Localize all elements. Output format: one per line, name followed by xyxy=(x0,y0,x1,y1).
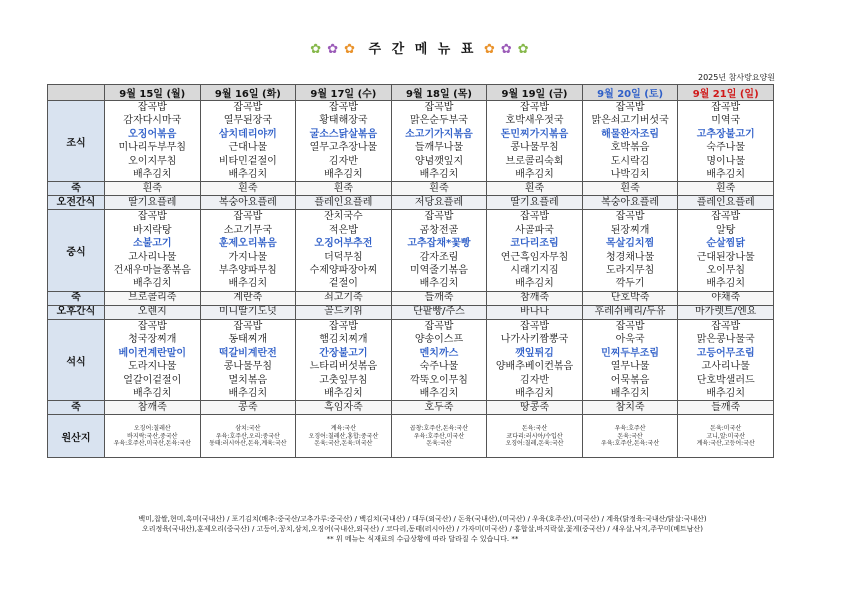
menu-item: 멸치볶음 xyxy=(228,374,268,386)
menu-item: 훈제오리볶음 xyxy=(218,238,277,250)
origin-line: 우육:호주산 xyxy=(614,425,646,433)
origin-cell xyxy=(200,415,296,458)
menu-item: 오징어볶음 xyxy=(128,128,177,140)
morning-snack-label: 오전간식 xyxy=(48,196,105,210)
menu-item: 잡곡밥 xyxy=(711,102,741,113)
menu-item: 해물완자조림 xyxy=(601,128,660,140)
menu-item: 오이무침 xyxy=(706,265,745,277)
menu-item: 배추김치 xyxy=(228,169,268,181)
page-title: 주 간 메 뉴 표 xyxy=(368,42,477,57)
day-header-sunday: 9월 21일 (일) xyxy=(678,85,774,101)
lunch-porridge-value: 참깨죽 xyxy=(487,291,583,305)
menu-item: 잡곡밥 xyxy=(137,320,167,332)
menu-item: 배추김치 xyxy=(515,387,554,399)
afternoon-snack-value: 골드키위 xyxy=(296,305,392,319)
menu-item: 감자다시마국 xyxy=(123,115,182,127)
origin-line: 오징어:칠레산,홍합:중국산 xyxy=(308,432,379,440)
menu-item: 삼치데리야끼 xyxy=(218,128,277,140)
lunch-porridge-value: 들깨죽 xyxy=(391,291,487,305)
menu-item: 알탕 xyxy=(716,224,736,236)
menu-item: 깻잎튀김 xyxy=(515,347,554,359)
menu-item: 잡곡밥 xyxy=(520,320,550,332)
menu-item: 배추김치 xyxy=(132,387,172,399)
menu-item: 잡곡밥 xyxy=(711,320,741,332)
menu-item: 잡곡밥 xyxy=(137,211,167,223)
menu-item: 소고기무국 xyxy=(223,224,272,236)
origin-line: 돈육:국산 xyxy=(617,432,643,440)
origin-line: 우육:호주산,미국산,돈육:국산 xyxy=(113,440,191,448)
menu-item: 잡곡밥 xyxy=(233,211,263,223)
menu-item: 부추양파무침 xyxy=(218,265,277,277)
menu-item: 간장불고기 xyxy=(319,347,368,359)
lunch-porridge-value: 계란죽 xyxy=(200,291,296,305)
menu-item: 얼갈이겉절이 xyxy=(123,374,182,386)
menu-item: 바지락탕 xyxy=(132,224,172,236)
dinner-day-cell xyxy=(582,319,678,400)
lunch-day-cell xyxy=(200,210,296,291)
menu-item: 황태해장국 xyxy=(319,115,368,127)
morning-porridge-value: 흰죽 xyxy=(296,182,392,196)
menu-item: 양념깻잎지 xyxy=(414,155,464,167)
menu-item: 잡곡밥 xyxy=(520,211,550,223)
menu-item: 잡곡밥 xyxy=(615,320,645,332)
menu-item: 맑은순두부국 xyxy=(409,115,468,127)
menu-item: 근대나물 xyxy=(228,142,268,154)
menu-item: 숙주나물 xyxy=(706,142,745,154)
menu-item: 콩나물무침 xyxy=(510,142,559,154)
menu-item: 곰창전골 xyxy=(419,224,459,236)
menu-item: 잡곡밥 xyxy=(424,211,454,223)
menu-item: 도라지무침 xyxy=(605,265,655,277)
menu-item: 코다리조림 xyxy=(510,238,559,250)
afternoon-snack-value: 단팥빵/주스 xyxy=(391,305,487,319)
menu-item: 나박김치 xyxy=(610,169,650,181)
dinner-porridge-value: 콩죽 xyxy=(200,401,296,415)
dinner-day-cell xyxy=(391,319,487,400)
menu-item: 고추장불고기 xyxy=(696,128,755,140)
menu-item: 잔치국수 xyxy=(324,211,363,223)
menu-item: 적은밥 xyxy=(328,224,358,236)
menu-item: 청국장찌개 xyxy=(128,334,177,346)
menu-item: 배추김치 xyxy=(228,387,268,399)
menu-item: 들깨무나물 xyxy=(414,142,464,154)
breakfast-day-cell xyxy=(105,101,201,182)
menu-item: 소고기가지볶음 xyxy=(405,128,473,140)
menu-item: 돈민찌가지볶음 xyxy=(500,128,569,140)
menu-item: 고사리나물 xyxy=(128,251,177,263)
menu-item: 잡곡밥 xyxy=(328,320,358,332)
origin-line: 계육:국산 xyxy=(330,425,357,433)
menu-item: 비타민겉절이 xyxy=(218,155,277,167)
morning-snack-value: 복숭아요플레 xyxy=(200,196,296,210)
menu-item: 동태찌개 xyxy=(228,334,268,346)
menu-item: 된장찌개 xyxy=(610,224,650,236)
dinner-porridge-value: 들깨죽 xyxy=(678,401,774,415)
menu-item: 아욱국 xyxy=(615,334,645,346)
origin-cell xyxy=(582,415,678,458)
menu-item: 겉절이 xyxy=(328,278,358,290)
dinner-day-cell xyxy=(105,319,201,400)
dinner-porridge-value: 참깨죽 xyxy=(105,401,201,415)
menu-item: 오징어부추전 xyxy=(314,238,373,250)
menu-item: 배추김치 xyxy=(515,278,554,290)
menu-item: 호박볶음 xyxy=(610,142,650,154)
menu-item: 단호박샐러드 xyxy=(696,374,755,386)
menu-item: 수제양파장아찌 xyxy=(309,265,378,277)
origin-line: 고니,알:미국산 xyxy=(706,432,746,440)
menu-item: 미역국 xyxy=(711,115,741,127)
morning-snack-value: 플레인요플레 xyxy=(296,196,392,210)
morning-porridge-value: 흰죽 xyxy=(582,182,678,196)
menu-item: 사골파국 xyxy=(515,224,554,236)
menu-item: 연근흑임자무침 xyxy=(500,251,569,263)
origin-line: 우육:호주산,돈육:국산 xyxy=(601,440,660,448)
menu-item: 도라지나물 xyxy=(128,361,177,373)
origin-line: 동태:러시아산,돈육,계육:국산 xyxy=(209,440,287,448)
menu-item: 순살찜닭 xyxy=(706,238,745,250)
morning-porridge-value: 흰죽 xyxy=(391,182,487,196)
menu-item: 배추김치 xyxy=(706,278,745,290)
menu-item: 잡곡밥 xyxy=(520,102,550,113)
afternoon-snack-label: 오후간식 xyxy=(48,305,105,319)
menu-item: 배추김치 xyxy=(515,169,554,181)
dinner-day-cell xyxy=(296,319,392,400)
morning-snack-value: 딸기요플레 xyxy=(487,196,583,210)
menu-item: 맑은콩나물국 xyxy=(696,334,755,346)
morning-porridge-value: 흰죽 xyxy=(487,182,583,196)
lunch-porridge-label: 죽 xyxy=(48,291,105,305)
menu-item: 깍뚝오이무침 xyxy=(409,374,468,386)
day-header: 9월 18일 (목) xyxy=(391,85,487,101)
dinner-porridge-value: 흑임자죽 xyxy=(296,401,392,415)
origin-line: 삼치:국산 xyxy=(235,425,261,433)
breakfast-label: 조식 xyxy=(48,101,105,182)
menu-item: 민찌두부조림 xyxy=(601,347,660,359)
origin-cell xyxy=(391,415,487,458)
origin-line: 코다리:러시아/수입산 xyxy=(506,432,563,440)
lunch-day-cell xyxy=(582,210,678,291)
menu-item: 김자반 xyxy=(328,155,358,167)
lunch-porridge-value: 단호박죽 xyxy=(582,291,678,305)
menu-item: 배추김치 xyxy=(132,169,172,181)
menu-item: 배추김치 xyxy=(132,278,172,290)
menu-item: 배추김치 xyxy=(419,169,459,181)
breakfast-day-cell xyxy=(200,101,296,182)
menu-item: 잡곡밥 xyxy=(424,320,454,332)
day-header: 9월 19일 (금) xyxy=(487,85,583,101)
menu-item: 열무나물 xyxy=(610,361,650,373)
dinner-porridge-value: 참치죽 xyxy=(582,401,678,415)
menu-item: 소불고기 xyxy=(132,238,172,250)
day-header-row xyxy=(48,85,774,101)
origin-line: 돈육:국산 xyxy=(426,440,452,448)
menu-item: 배추김치 xyxy=(706,387,745,399)
morning-porridge-value: 흰죽 xyxy=(105,182,201,196)
dinner-porridge-value: 호두죽 xyxy=(391,401,487,415)
note-line: 오리정육(국내산),훈제오리(중국산) / 고등어,꽁치,삼치,오징어(국내산,외국산) / 코다리,동태(러시아산) / 가자미(미국산) / 홍합살,바지락살,꽃게(중국산) / 새우살,낙지,주꾸미(베트남산) xyxy=(141,525,704,533)
menu-item: 가지나물 xyxy=(228,251,268,263)
breakfast-day-cell xyxy=(391,101,487,182)
lunch-day-cell xyxy=(487,210,583,291)
lunch-porridge-value: 야채죽 xyxy=(678,291,774,305)
weekly-menu-table xyxy=(47,84,774,458)
dinner-porridge-label: 죽 xyxy=(48,401,105,415)
menu-item: 열무된장국 xyxy=(223,115,272,127)
origin-cell xyxy=(487,415,583,458)
lunch-row xyxy=(48,210,774,291)
menu-item: 청경채나물 xyxy=(605,251,655,263)
menu-item: 시래기지짐 xyxy=(510,265,559,277)
origin-cell xyxy=(678,415,774,458)
flower-decoration-right-icon: ✿✿✿ xyxy=(483,42,535,57)
breakfast-row xyxy=(48,101,774,182)
menu-item: 근대된장나물 xyxy=(696,251,755,263)
menu-item: 목살김치찜 xyxy=(605,238,655,250)
origin-line: 우육:호주산,미국산 xyxy=(413,432,465,440)
menu-item: 감자조림 xyxy=(419,251,459,263)
notes-section xyxy=(0,514,845,544)
morning-porridge-row xyxy=(48,182,774,196)
morning-snack-value: 저당요플레 xyxy=(391,196,487,210)
menu-item: 깍두기 xyxy=(615,278,645,290)
lunch-day-cell xyxy=(105,210,201,291)
morning-snack-value: 복숭아요플레 xyxy=(582,196,678,210)
menu-item: 잡곡밥 xyxy=(424,102,454,113)
flower-decoration-left-icon: ✿✿✿ xyxy=(310,42,362,57)
menu-item: 잡곡밥 xyxy=(615,102,645,113)
origin-line: 곱창:호주산,돈육:국산 xyxy=(409,425,469,433)
origin-line: 우육:호주산,오리:중국산 xyxy=(215,432,280,440)
menu-item: 브로콜리숙회 xyxy=(505,155,564,167)
menu-item: 오이지무침 xyxy=(128,155,177,167)
menu-item: 도시락김 xyxy=(610,155,650,167)
menu-item: 어묵볶음 xyxy=(610,374,650,386)
menu-item: 배추김치 xyxy=(419,278,459,290)
lunch-label: 중식 xyxy=(48,210,105,291)
dinner-porridge-row xyxy=(48,401,774,415)
menu-item: 배추김치 xyxy=(419,387,459,399)
breakfast-day-cell xyxy=(582,101,678,182)
dinner-label: 석식 xyxy=(48,319,105,400)
lunch-porridge-value: 쇠고기죽 xyxy=(296,291,392,305)
morning-porridge-label: 죽 xyxy=(48,182,105,196)
dinner-porridge-value: 땅콩죽 xyxy=(487,401,583,415)
origin-cell xyxy=(105,415,201,458)
menu-item: 잡곡밥 xyxy=(137,102,167,113)
menu-item: 고추잡채*꽃빵 xyxy=(407,238,471,250)
dinner-day-cell xyxy=(678,319,774,400)
day-header: 9월 15일 (월) xyxy=(105,85,201,101)
corner-cell xyxy=(48,85,105,101)
origin-label: 원산지 xyxy=(48,415,105,458)
menu-item: 배추김치 xyxy=(228,278,268,290)
lunch-porridge-row xyxy=(48,291,774,305)
afternoon-snack-value: 오렌지 xyxy=(105,305,201,319)
menu-title-row xyxy=(0,38,845,57)
dinner-day-cell xyxy=(487,319,583,400)
breakfast-day-cell xyxy=(487,101,583,182)
menu-item: 베이컨계란말이 xyxy=(118,347,187,359)
menu-item: 배추김치 xyxy=(324,169,363,181)
day-header-saturday: 9월 20일 (토) xyxy=(582,85,678,101)
menu-item: 콩나물무침 xyxy=(223,361,272,373)
menu-item: 더덕무침 xyxy=(324,251,363,263)
origin-line: 오징어:칠레산 xyxy=(133,425,171,433)
afternoon-snack-value: 마가렛트/엔요 xyxy=(678,305,774,319)
morning-porridge-value: 흰죽 xyxy=(678,182,774,196)
lunch-day-cell xyxy=(678,210,774,291)
menu-item: 명이나물 xyxy=(706,155,745,167)
lunch-porridge-value: 브로콜리죽 xyxy=(105,291,201,305)
origin-line: 돈육:국산,돈육:미국산 xyxy=(314,440,373,448)
menu-item: 잡곡밥 xyxy=(615,211,645,223)
note-line: ** 위 메뉴는 식재료의 수급상황에 따라 달라질 수 있습니다. ** xyxy=(326,535,519,543)
menu-item: 김자반 xyxy=(520,374,550,386)
menu-item: 숙주나물 xyxy=(419,361,459,373)
menu-item: 양배추베이컨볶음 xyxy=(495,361,574,373)
menu-item: 멘치까스 xyxy=(419,347,459,359)
menu-item: 굴소스닭살볶음 xyxy=(309,128,378,140)
menu-item: 고등어무조림 xyxy=(696,347,755,359)
menu-item: 고춧잎무침 xyxy=(319,374,368,386)
breakfast-day-cell xyxy=(678,101,774,182)
menu-item: 잡곡밥 xyxy=(328,102,358,113)
menu-item: 호박새우젓국 xyxy=(505,115,564,127)
menu-item: 양송이스프 xyxy=(414,334,464,346)
origin-line: 돈육:국산 xyxy=(521,425,548,433)
origin-line: 오징어:칠레,돈육:국산 xyxy=(505,440,564,448)
morning-porridge-value: 흰죽 xyxy=(200,182,296,196)
origin-cell xyxy=(296,415,392,458)
day-header: 9월 16일 (화) xyxy=(200,85,296,101)
menu-item: 맑은쇠고기버섯국 xyxy=(591,115,669,127)
note-line: 백미,찹쌀,현미,흑미(국내산) / 포기김치(배추:중국산/고추가루:중국산) / 백김치(국내산) / 대두(외국산) / 돈육(국내산),(미국산) / 우육(호주산),(미국산) / 계육(닭정육:국내산/닭살:국내산) xyxy=(138,515,707,523)
lunch-day-cell xyxy=(391,210,487,291)
afternoon-snack-value: 미니딸기도넛 xyxy=(200,305,296,319)
morning-snack-value: 플레인요플레 xyxy=(678,196,774,210)
menu-item: 배추김치 xyxy=(610,387,650,399)
menu-item: 배추김치 xyxy=(706,169,745,181)
afternoon-snack-value: 후레쉬베리/두유 xyxy=(582,305,678,319)
breakfast-day-cell xyxy=(296,101,392,182)
dinner-row xyxy=(48,319,774,400)
morning-snack-row xyxy=(48,196,774,210)
menu-item: 잡곡밥 xyxy=(233,102,263,113)
morning-snack-value: 딸기요플레 xyxy=(105,196,201,210)
dinner-day-cell xyxy=(200,319,296,400)
menu-item: 미역줄기볶음 xyxy=(409,265,468,277)
lunch-day-cell xyxy=(296,210,392,291)
origin-row xyxy=(48,415,774,458)
origin-line: 돈육:미국산 xyxy=(710,425,742,433)
afternoon-snack-value: 바나나 xyxy=(487,305,583,319)
menu-item: 잡곡밥 xyxy=(233,320,263,332)
menu-item: 나가사키짬뽕국 xyxy=(500,334,569,346)
menu-item: 열무고추장나물 xyxy=(309,142,378,154)
menu-item: 잡곡밥 xyxy=(711,211,741,223)
day-header: 9월 17일 (수) xyxy=(296,85,392,101)
menu-item: 배추김치 xyxy=(324,387,363,399)
afternoon-snack-row xyxy=(48,305,774,319)
menu-item: 느타리버섯볶음 xyxy=(309,361,378,373)
menu-item: 미나리두부무침 xyxy=(118,142,187,154)
origin-line: 계육:국산,고등어:국산 xyxy=(696,440,755,448)
menu-item: 햄김치찌개 xyxy=(319,334,368,346)
organization-label: 2025년 참사랑요양원 xyxy=(698,73,775,82)
origin-line: 바지락:국산,중국산 xyxy=(127,432,178,440)
menu-item: 건새우마늘쫑볶음 xyxy=(113,265,191,277)
menu-item: 떡갈비계란전 xyxy=(218,347,277,359)
menu-item: 고사리나물 xyxy=(701,361,750,373)
